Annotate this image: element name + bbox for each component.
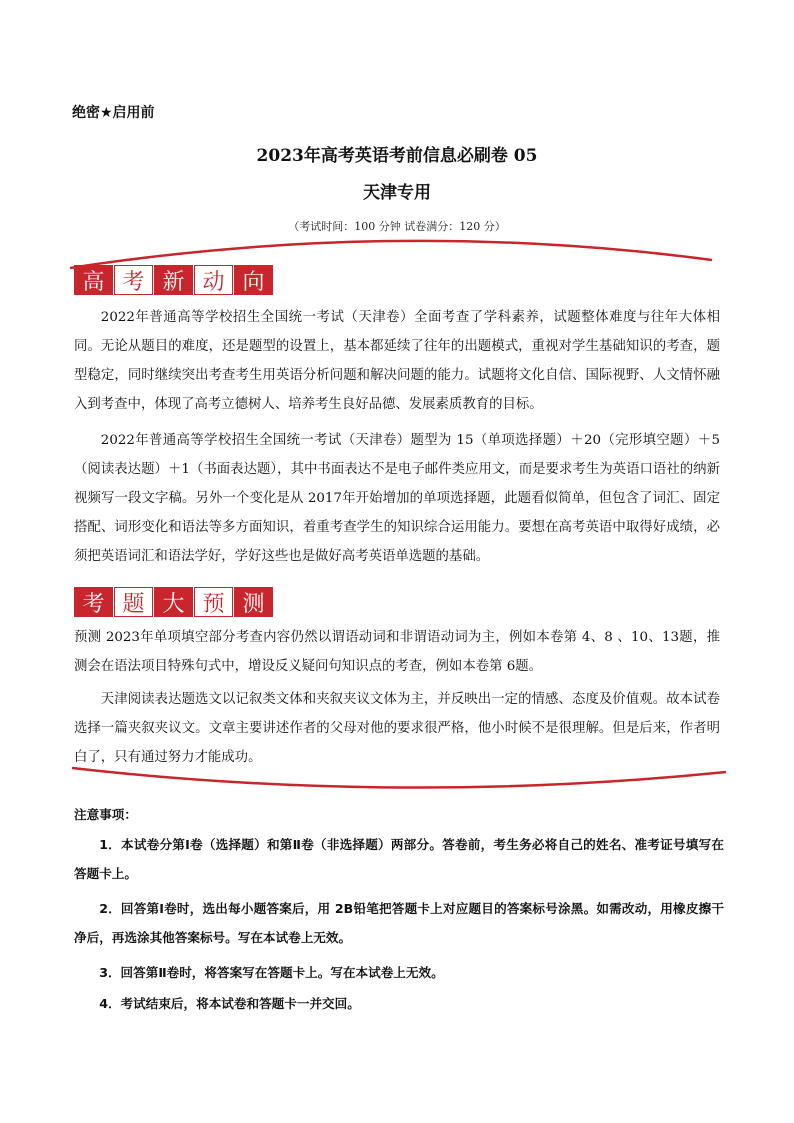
- exam-info: （考试时间：100 分钟 试卷满分：120 分）: [288, 220, 506, 233]
- notice-item-1: 1．本试卷分第Ⅰ卷（选择题）和第Ⅱ卷（非选择题）两部分。答卷前，考生务必将自己的姓名、准考证号填写在答题卡上。: [74, 837, 724, 881]
- notice-heading: 注意事项：: [74, 807, 137, 822]
- badge-char: 动: [194, 265, 233, 295]
- badge-char: 向: [234, 265, 273, 295]
- prediction-paragraph-1: 预测 2023年单项填空部分考查内容仍然以谓语动词和非谓语动词为主，例如本卷第 4、8 、10、13题，推测会在语法项目特殊句式中，增设反义疑问句知识点的考查，例如本卷第 6题。: [74, 630, 720, 674]
- badge-char: 考: [74, 587, 113, 617]
- section-badge-prediction: [74, 587, 274, 617]
- badge-char: 预: [194, 587, 233, 617]
- notice-item-2: 2．回答第Ⅰ卷时，选出每小题答案后，用 2B铅笔把答题卡上对应题目的答案标号涂黑。如需改动，用橡皮擦干净后，再选涂其他答案标号。写在本试卷上无效。: [74, 901, 724, 945]
- badge-char: 新: [154, 265, 193, 295]
- badge-char: 题: [114, 587, 153, 617]
- section-badge-trends: [74, 265, 274, 295]
- trend-paragraph-2: 2022年普通高等学校招生全国统一考试（天津卷）题型为 15（单项选择题）＋20（完形填空题）＋5（阅读表达题）＋1（书面表达题），其中书面表达不是电子邮件类应用文，而是要求考生为英语口语社的纳新视频写一段文字稿。另外一个变化是从 2017年开始增加的单项选择题，此题看似简单，但包含了词汇、固定搭配、词形变化和语法等多方面知识，着重考查学生的知识综合运用能力。要想在高考英语中取得好成绩，必须把英语词汇和语法学好，学好这些也是做好高考英语单选题的基础。: [74, 433, 720, 564]
- notice-item-3: 3．回答第Ⅱ卷时，将答案写在答题卡上。写在本试卷上无效。: [99, 965, 444, 980]
- trend-paragraph-1: 2022年普通高等学校招生全国统一考试（天津卷）全面考查了学科素养，试题整体难度与往年大体相同。无论从题目的难度，还是题型的设置上，基本都延续了往年的出题模式，重视对学生基础知识的考查，题型稳定，同时继续突出考查考生用英语分析问题和解决问题的能力。试题将文化自信、国际视野、人文情怀融入到考查中，体现了高考立德树人、培养考生良好品德、发展素质教育的目标。: [74, 310, 720, 412]
- prediction-paragraph-2: 天津阅读表达题选文以记叙类文体和夹叙夹议文体为主，并反映出一定的情感、态度及价值观。故本试卷选择一篇夹叙夹议文。文章主要讲述作者的父母对他的要求很严格，他小时候不是很理解。但是后来，作者明白了，只有通过努力才能成功。: [74, 692, 720, 765]
- page-title: 2023年高考英语考前信息必刷卷 05: [256, 146, 538, 166]
- page-subtitle: 天津专用: [363, 183, 431, 203]
- badge-char: 高: [74, 265, 113, 295]
- confidential-label: 绝密★启用前: [72, 105, 155, 121]
- badge-char: 测: [234, 587, 273, 617]
- badge-char: 考: [114, 265, 153, 295]
- notice-item-4: 4．考试结束后，将本试卷和答题卡一并交回。: [99, 996, 360, 1011]
- badge-char: 大: [154, 587, 193, 617]
